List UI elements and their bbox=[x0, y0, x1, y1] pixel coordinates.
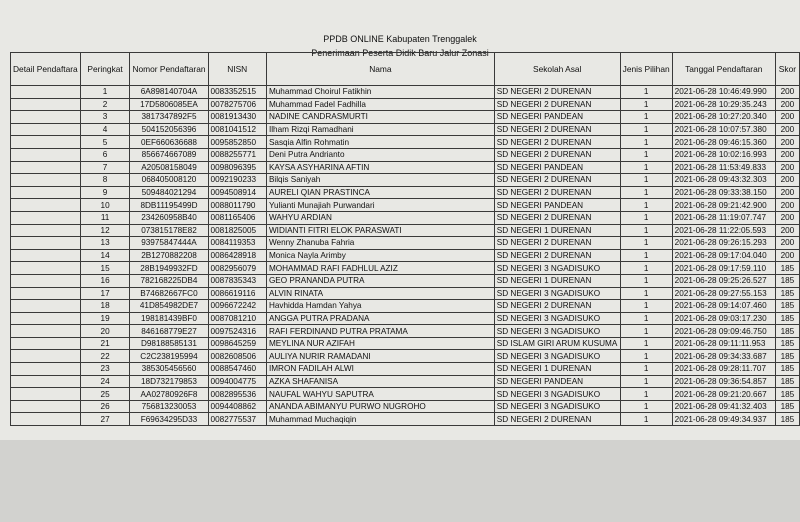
cell-sekolah-asal: SD NEGERI 2 DURENAN bbox=[494, 300, 620, 313]
cell-jenis-pilihan: 1 bbox=[620, 211, 672, 224]
cell-tanggal-pendaftaran: 2021-06-28 11:19:07.747 bbox=[672, 211, 775, 224]
cell-nama: Bilqis Saniyah bbox=[266, 174, 494, 187]
cell-jenis-pilihan: 1 bbox=[620, 400, 672, 413]
cell-sekolah-asal: SD NEGERI 3 NGADISUKO bbox=[494, 287, 620, 300]
header-jenis-pilihan: Jenis Pilihan bbox=[620, 53, 672, 86]
table-row bbox=[11, 98, 800, 111]
cell-sekolah-asal: SD NEGERI 3 NGADISUKO bbox=[494, 312, 620, 325]
cell-nama: Deni Putra Andrianto bbox=[266, 148, 494, 161]
cell-sekolah-asal: SD NEGERI PANDEAN bbox=[494, 199, 620, 212]
cell-skor: 185 bbox=[775, 300, 799, 313]
cell-skor: 200 bbox=[775, 86, 799, 99]
cell-peringkat: 18 bbox=[80, 300, 130, 313]
cell-nomor-pendaftaran: 8DB11195499D bbox=[130, 199, 208, 212]
cell-nomor-pendaftaran: 28B1949932FD bbox=[130, 262, 208, 275]
cell-jenis-pilihan: 1 bbox=[620, 111, 672, 124]
cell-tanggal-pendaftaran: 2021-06-28 09:21:42.900 bbox=[672, 199, 775, 212]
cell-detail[interactable] bbox=[11, 350, 81, 363]
cell-skor: 185 bbox=[775, 287, 799, 300]
cell-nomor-pendaftaran: C2C238195994 bbox=[130, 350, 208, 363]
cell-peringkat: 27 bbox=[80, 413, 130, 426]
cell-sekolah-asal: SD NEGERI 2 DURENAN bbox=[494, 413, 620, 426]
cell-skor: 200 bbox=[775, 186, 799, 199]
cell-sekolah-asal: SD NEGERI 2 DURENAN bbox=[494, 237, 620, 250]
cell-nisn: 0081825005 bbox=[208, 224, 266, 237]
table-row bbox=[11, 199, 800, 212]
header-detail-pendaftaran: Detail Pendaftara bbox=[11, 53, 81, 86]
cell-skor: 200 bbox=[775, 237, 799, 250]
cell-tanggal-pendaftaran: 2021-06-28 09:03:17.230 bbox=[672, 312, 775, 325]
cell-sekolah-asal: SD NEGERI 2 DURENAN bbox=[494, 148, 620, 161]
cell-sekolah-asal: SD NEGERI 2 DURENAN bbox=[494, 211, 620, 224]
table-row bbox=[11, 375, 800, 388]
cell-sekolah-asal: SD NEGERI 3 NGADISUKO bbox=[494, 350, 620, 363]
cell-tanggal-pendaftaran: 2021-06-28 09:17:59.110 bbox=[672, 262, 775, 275]
cell-nama: Ilham Rizqi Ramadhani bbox=[266, 123, 494, 136]
cell-detail[interactable] bbox=[11, 237, 81, 250]
cell-tanggal-pendaftaran: 2021-06-28 09:28:11.707 bbox=[672, 363, 775, 376]
cell-tanggal-pendaftaran: 2021-06-28 09:46:15.360 bbox=[672, 136, 775, 149]
cell-nisn: 0082895536 bbox=[208, 388, 266, 401]
cell-detail[interactable] bbox=[11, 325, 81, 338]
cell-nomor-pendaftaran: 17D5806085EA bbox=[130, 98, 208, 111]
cell-nama: AULIYA NURIR RAMADANI bbox=[266, 350, 494, 363]
cell-skor: 200 bbox=[775, 123, 799, 136]
cell-nama: KAYSA ASYHARINA AFTIN bbox=[266, 161, 494, 174]
cell-sekolah-asal: SD NEGERI 2 DURENAN bbox=[494, 98, 620, 111]
cell-peringkat: 13 bbox=[80, 237, 130, 250]
table-row bbox=[11, 274, 800, 287]
cell-jenis-pilihan: 1 bbox=[620, 136, 672, 149]
cell-detail[interactable] bbox=[11, 300, 81, 313]
cell-nama: Monica Nayla Arimby bbox=[266, 249, 494, 262]
table-row bbox=[11, 86, 800, 99]
cell-detail[interactable] bbox=[11, 186, 81, 199]
cell-sekolah-asal: SD NEGERI 1 DURENAN bbox=[494, 224, 620, 237]
cell-detail[interactable] bbox=[11, 161, 81, 174]
cell-jenis-pilihan: 1 bbox=[620, 199, 672, 212]
cell-nomor-pendaftaran: 504152056396 bbox=[130, 123, 208, 136]
cell-jenis-pilihan: 1 bbox=[620, 148, 672, 161]
table-row bbox=[11, 249, 800, 262]
cell-nisn: 0098645259 bbox=[208, 337, 266, 350]
cell-jenis-pilihan: 1 bbox=[620, 249, 672, 262]
cell-nomor-pendaftaran: 18D732179853 bbox=[130, 375, 208, 388]
cell-skor: 200 bbox=[775, 249, 799, 262]
cell-peringkat: 16 bbox=[80, 274, 130, 287]
cell-detail[interactable] bbox=[11, 148, 81, 161]
cell-nisn: 0078275706 bbox=[208, 98, 266, 111]
cell-nama: Yulianti Munajiah Purwandari bbox=[266, 199, 494, 212]
cell-tanggal-pendaftaran: 2021-06-28 10:29:35.243 bbox=[672, 98, 775, 111]
cell-nomor-pendaftaran: A20508158049 bbox=[130, 161, 208, 174]
table-row bbox=[11, 388, 800, 401]
cell-nisn: 0094508914 bbox=[208, 186, 266, 199]
cell-tanggal-pendaftaran: 2021-06-28 09:14:07.460 bbox=[672, 300, 775, 313]
cell-nisn: 0081041512 bbox=[208, 123, 266, 136]
cell-detail[interactable] bbox=[11, 274, 81, 287]
cell-jenis-pilihan: 1 bbox=[620, 98, 672, 111]
cell-sekolah-asal: SD NEGERI 2 DURENAN bbox=[494, 249, 620, 262]
cell-detail[interactable] bbox=[11, 136, 81, 149]
cell-nisn: 0084119353 bbox=[208, 237, 266, 250]
cell-nisn: 0083352515 bbox=[208, 86, 266, 99]
cell-nisn: 0087835343 bbox=[208, 274, 266, 287]
table-row bbox=[11, 262, 800, 275]
cell-nisn: 0082956079 bbox=[208, 262, 266, 275]
cell-peringkat: 8 bbox=[80, 174, 130, 187]
cell-sekolah-asal: SD NEGERI 3 NGADISUKO bbox=[494, 325, 620, 338]
cell-nomor-pendaftaran: 782168225DB4 bbox=[130, 274, 208, 287]
cell-nomor-pendaftaran: 3817347892F5 bbox=[130, 111, 208, 124]
cell-peringkat: 6 bbox=[80, 148, 130, 161]
cell-nama: MOHAMMAD RAFI FADHLUL AZIZ bbox=[266, 262, 494, 275]
cell-detail[interactable] bbox=[11, 388, 81, 401]
cell-sekolah-asal: SD NEGERI 2 DURENAN bbox=[494, 123, 620, 136]
cell-nama: ALVIN RINATA bbox=[266, 287, 494, 300]
cell-nama: IMRON FADILAH ALWI bbox=[266, 363, 494, 376]
cell-nomor-pendaftaran: 756813230053 bbox=[130, 400, 208, 413]
header-nama: Nama bbox=[266, 53, 494, 86]
cell-nomor-pendaftaran: 6A898140704A bbox=[130, 86, 208, 99]
table-row bbox=[11, 413, 800, 426]
table-row bbox=[11, 300, 800, 313]
cell-nomor-pendaftaran: 385305456560 bbox=[130, 363, 208, 376]
cell-peringkat: 23 bbox=[80, 363, 130, 376]
cell-tanggal-pendaftaran: 2021-06-28 10:02:16.993 bbox=[672, 148, 775, 161]
cell-tanggal-pendaftaran: 2021-06-28 09:34:33.687 bbox=[672, 350, 775, 363]
cell-nama: NAUFAL WAHYU SAPUTRA bbox=[266, 388, 494, 401]
document-title: PPDB ONLINE Kabupaten Trenggalek bbox=[323, 34, 477, 44]
cell-detail[interactable] bbox=[11, 123, 81, 136]
cell-jenis-pilihan: 1 bbox=[620, 363, 672, 376]
cell-detail[interactable] bbox=[11, 199, 81, 212]
cell-peringkat: 10 bbox=[80, 199, 130, 212]
cell-nomor-pendaftaran: 073815178E82 bbox=[130, 224, 208, 237]
cell-nama: ANGGA PUTRA PRADANA bbox=[266, 312, 494, 325]
cell-nisn: 0096672242 bbox=[208, 300, 266, 313]
cell-nomor-pendaftaran: 846168779E27 bbox=[130, 325, 208, 338]
cell-nomor-pendaftaran: 41D854982DE7 bbox=[130, 300, 208, 313]
cell-nama: NADINE CANDRASMURTI bbox=[266, 111, 494, 124]
header-peringkat: Peringkat bbox=[80, 53, 130, 86]
cell-tanggal-pendaftaran: 2021-06-28 09:41:32.403 bbox=[672, 400, 775, 413]
cell-tanggal-pendaftaran: 2021-06-28 10:27:20.340 bbox=[672, 111, 775, 124]
cell-nama: WAHYU ARDIAN bbox=[266, 211, 494, 224]
table-row bbox=[11, 174, 800, 187]
table-row bbox=[11, 136, 800, 149]
cell-jenis-pilihan: 1 bbox=[620, 413, 672, 426]
cell-peringkat: 19 bbox=[80, 312, 130, 325]
header-nomor-pendaftaran: Nomor Pendaftaran bbox=[130, 53, 208, 86]
table-row bbox=[11, 161, 800, 174]
cell-tanggal-pendaftaran: 2021-06-28 09:11:11.953 bbox=[672, 337, 775, 350]
table-row bbox=[11, 224, 800, 237]
cell-detail[interactable] bbox=[11, 375, 81, 388]
cell-nomor-pendaftaran: 856674667089 bbox=[130, 148, 208, 161]
cell-peringkat: 25 bbox=[80, 388, 130, 401]
cell-detail[interactable] bbox=[11, 262, 81, 275]
cell-skor: 185 bbox=[775, 388, 799, 401]
cell-nama: GEO PRANANDA PUTRA bbox=[266, 274, 494, 287]
cell-jenis-pilihan: 1 bbox=[620, 174, 672, 187]
cell-peringkat: 26 bbox=[80, 400, 130, 413]
cell-nomor-pendaftaran: 93975847444A bbox=[130, 237, 208, 250]
ranking-table bbox=[10, 52, 800, 426]
cell-tanggal-pendaftaran: 2021-06-28 09:36:54.857 bbox=[672, 375, 775, 388]
cell-skor: 185 bbox=[775, 350, 799, 363]
cell-detail[interactable] bbox=[11, 312, 81, 325]
cell-peringkat: 17 bbox=[80, 287, 130, 300]
cell-nama: AZKA SHAFANISA bbox=[266, 375, 494, 388]
cell-tanggal-pendaftaran: 2021-06-28 09:43:32.303 bbox=[672, 174, 775, 187]
cell-nisn: 0098096395 bbox=[208, 161, 266, 174]
cell-nisn: 0081165406 bbox=[208, 211, 266, 224]
cell-nisn: 0081913430 bbox=[208, 111, 266, 124]
cell-tanggal-pendaftaran: 2021-06-28 09:33:38.150 bbox=[672, 186, 775, 199]
cell-tanggal-pendaftaran: 2021-06-28 09:26:15.293 bbox=[672, 237, 775, 250]
cell-nomor-pendaftaran: AA02780926F8 bbox=[130, 388, 208, 401]
cell-skor: 185 bbox=[775, 413, 799, 426]
cell-nama: Sasqia Alfin Rohmatin bbox=[266, 136, 494, 149]
header-sekolah-asal: Sekolah Asal bbox=[494, 53, 620, 86]
cell-jenis-pilihan: 1 bbox=[620, 325, 672, 338]
cell-skor: 200 bbox=[775, 111, 799, 124]
cell-peringkat: 22 bbox=[80, 350, 130, 363]
cell-tanggal-pendaftaran: 2021-06-28 10:46:49.990 bbox=[672, 86, 775, 99]
cell-detail[interactable] bbox=[11, 400, 81, 413]
cell-jenis-pilihan: 1 bbox=[620, 262, 672, 275]
table-header-row bbox=[11, 53, 800, 86]
cell-skor: 185 bbox=[775, 262, 799, 275]
cell-detail[interactable] bbox=[11, 413, 81, 426]
cell-detail[interactable] bbox=[11, 224, 81, 237]
table-row bbox=[11, 312, 800, 325]
cell-detail[interactable] bbox=[11, 337, 81, 350]
cell-skor: 200 bbox=[775, 211, 799, 224]
cell-skor: 200 bbox=[775, 161, 799, 174]
cell-detail[interactable] bbox=[11, 287, 81, 300]
cell-peringkat: 21 bbox=[80, 337, 130, 350]
cell-jenis-pilihan: 1 bbox=[620, 86, 672, 99]
cell-peringkat: 5 bbox=[80, 136, 130, 149]
cell-tanggal-pendaftaran: 2021-06-28 09:17:04.040 bbox=[672, 249, 775, 262]
cell-jenis-pilihan: 1 bbox=[620, 274, 672, 287]
table-row bbox=[11, 287, 800, 300]
cell-nisn: 0088011790 bbox=[208, 199, 266, 212]
cell-nisn: 0094004775 bbox=[208, 375, 266, 388]
cell-jenis-pilihan: 1 bbox=[620, 350, 672, 363]
cell-tanggal-pendaftaran: 2021-06-28 09:27:55.153 bbox=[672, 287, 775, 300]
cell-sekolah-asal: SD NEGERI 2 DURENAN bbox=[494, 186, 620, 199]
cell-skor: 200 bbox=[775, 98, 799, 111]
cell-peringkat: 7 bbox=[80, 161, 130, 174]
table-row bbox=[11, 363, 800, 376]
cell-peringkat: 11 bbox=[80, 211, 130, 224]
cell-jenis-pilihan: 1 bbox=[620, 388, 672, 401]
cell-nama: Muhammad Muchaqiqin bbox=[266, 413, 494, 426]
table-row bbox=[11, 325, 800, 338]
cell-jenis-pilihan: 1 bbox=[620, 375, 672, 388]
cell-skor: 185 bbox=[775, 274, 799, 287]
table-row bbox=[11, 400, 800, 413]
cell-detail[interactable] bbox=[11, 174, 81, 187]
cell-nisn: 0082775537 bbox=[208, 413, 266, 426]
cell-jenis-pilihan: 1 bbox=[620, 161, 672, 174]
cell-nisn: 0086428918 bbox=[208, 249, 266, 262]
header-skor: Skor bbox=[775, 53, 799, 86]
cell-sekolah-asal: SD NEGERI 2 DURENAN bbox=[494, 136, 620, 149]
cell-nama: ANANDA ABIMANYU PURWO NUGROHO bbox=[266, 400, 494, 413]
cell-peringkat: 20 bbox=[80, 325, 130, 338]
cell-detail[interactable] bbox=[11, 211, 81, 224]
cell-skor: 200 bbox=[775, 148, 799, 161]
cell-nisn: 0087081210 bbox=[208, 312, 266, 325]
cell-sekolah-asal: SD NEGERI 3 NGADISUKO bbox=[494, 400, 620, 413]
document-subtitle: Penerimaan Peserta Didik Baru Jalur Zonasi bbox=[311, 48, 489, 58]
cell-nisn: 0092190233 bbox=[208, 174, 266, 187]
cell-nama: MEYLINA NUR AZIFAH bbox=[266, 337, 494, 350]
table-row bbox=[11, 186, 800, 199]
cell-sekolah-asal: SD NEGERI PANDEAN bbox=[494, 111, 620, 124]
table-row bbox=[11, 337, 800, 350]
cell-jenis-pilihan: 1 bbox=[620, 300, 672, 313]
cell-nama: Havhidda Hamdan Yahya bbox=[266, 300, 494, 313]
cell-nomor-pendaftaran: 198181439BF0 bbox=[130, 312, 208, 325]
cell-tanggal-pendaftaran: 2021-06-28 11:53:49.833 bbox=[672, 161, 775, 174]
cell-sekolah-asal: SD NEGERI PANDEAN bbox=[494, 375, 620, 388]
cell-nisn: 0088547460 bbox=[208, 363, 266, 376]
header-tanggal-pendaftaran: Tanggal Pendaftaran bbox=[672, 53, 775, 86]
cell-nomor-pendaftaran: 068405008120 bbox=[130, 174, 208, 187]
cell-nama: Muhammad Fadel Fadhilla bbox=[266, 98, 494, 111]
header-nisn: NISN bbox=[208, 53, 266, 86]
cell-peringkat: 12 bbox=[80, 224, 130, 237]
table-row bbox=[11, 123, 800, 136]
cell-tanggal-pendaftaran: 2021-06-28 11:22:05.593 bbox=[672, 224, 775, 237]
cell-nomor-pendaftaran: 0EF660636688 bbox=[130, 136, 208, 149]
cell-nama: Muhammad Choirul Fatikhin bbox=[266, 86, 494, 99]
cell-nisn: 0097524316 bbox=[208, 325, 266, 338]
cell-sekolah-asal: SD NEGERI 1 DURENAN bbox=[494, 274, 620, 287]
cell-peringkat: 2 bbox=[80, 98, 130, 111]
table-row bbox=[11, 350, 800, 363]
cell-jenis-pilihan: 1 bbox=[620, 224, 672, 237]
cell-sekolah-asal: SD NEGERI 3 NGADISUKO bbox=[494, 262, 620, 275]
cell-nisn: 0088255771 bbox=[208, 148, 266, 161]
cell-nisn: 0094408862 bbox=[208, 400, 266, 413]
cell-jenis-pilihan: 1 bbox=[620, 123, 672, 136]
cell-peringkat: 14 bbox=[80, 249, 130, 262]
cell-detail[interactable] bbox=[11, 111, 81, 124]
cell-nama: AURELI QIAN PRASTINCA bbox=[266, 186, 494, 199]
cell-tanggal-pendaftaran: 2021-06-28 09:25:26.527 bbox=[672, 274, 775, 287]
cell-nama: WIDIANTI FITRI ELOK PARASWATI bbox=[266, 224, 494, 237]
cell-sekolah-asal: SD ISLAM GIRI ARUM KUSUMA bbox=[494, 337, 620, 350]
cell-jenis-pilihan: 1 bbox=[620, 186, 672, 199]
cell-tanggal-pendaftaran: 2021-06-28 09:09:46.750 bbox=[672, 325, 775, 338]
cell-peringkat: 9 bbox=[80, 186, 130, 199]
cell-peringkat: 15 bbox=[80, 262, 130, 275]
cell-peringkat: 24 bbox=[80, 375, 130, 388]
table-row bbox=[11, 211, 800, 224]
cell-skor: 185 bbox=[775, 400, 799, 413]
table-row bbox=[11, 237, 800, 250]
cell-nomor-pendaftaran: 509484021294 bbox=[130, 186, 208, 199]
cell-peringkat: 4 bbox=[80, 123, 130, 136]
cell-skor: 185 bbox=[775, 325, 799, 338]
cell-jenis-pilihan: 1 bbox=[620, 337, 672, 350]
cell-detail[interactable] bbox=[11, 98, 81, 111]
table-row bbox=[11, 148, 800, 161]
cell-skor: 185 bbox=[775, 312, 799, 325]
cell-skor: 200 bbox=[775, 136, 799, 149]
cell-skor: 200 bbox=[775, 199, 799, 212]
cell-jenis-pilihan: 1 bbox=[620, 287, 672, 300]
cell-nisn: 0082608506 bbox=[208, 350, 266, 363]
cell-detail[interactable] bbox=[11, 86, 81, 99]
cell-skor: 200 bbox=[775, 174, 799, 187]
cell-skor: 185 bbox=[775, 337, 799, 350]
table-row bbox=[11, 111, 800, 124]
cell-skor: 185 bbox=[775, 375, 799, 388]
cell-nomor-pendaftaran: B74682667FC0 bbox=[130, 287, 208, 300]
paper-bottom-shadow bbox=[0, 440, 800, 522]
cell-jenis-pilihan: 1 bbox=[620, 312, 672, 325]
cell-sekolah-asal: SD NEGERI 3 NGADISUKO bbox=[494, 388, 620, 401]
cell-nama: Wenny Zhanuba Fahria bbox=[266, 237, 494, 250]
cell-tanggal-pendaftaran: 2021-06-28 09:21:20.667 bbox=[672, 388, 775, 401]
cell-jenis-pilihan: 1 bbox=[620, 237, 672, 250]
cell-peringkat: 3 bbox=[80, 111, 130, 124]
cell-sekolah-asal: SD NEGERI 2 DURENAN bbox=[494, 174, 620, 187]
cell-detail[interactable] bbox=[11, 249, 81, 262]
cell-nomor-pendaftaran: D98188585131 bbox=[130, 337, 208, 350]
cell-nama: RAFI FERDINAND PUTRA PRATAMA bbox=[266, 325, 494, 338]
cell-sekolah-asal: SD NEGERI 1 DURENAN bbox=[494, 363, 620, 376]
cell-sekolah-asal: SD NEGERI 2 DURENAN bbox=[494, 86, 620, 99]
cell-detail[interactable] bbox=[11, 363, 81, 376]
cell-tanggal-pendaftaran: 2021-06-28 09:49:34.937 bbox=[672, 413, 775, 426]
cell-skor: 200 bbox=[775, 224, 799, 237]
cell-sekolah-asal: SD NEGERI PANDEAN bbox=[494, 161, 620, 174]
cell-peringkat: 1 bbox=[80, 86, 130, 99]
cell-nisn: 0095852850 bbox=[208, 136, 266, 149]
cell-nomor-pendaftaran: F69634295D33 bbox=[130, 413, 208, 426]
cell-nisn: 0086619116 bbox=[208, 287, 266, 300]
cell-nomor-pendaftaran: 234260958B40 bbox=[130, 211, 208, 224]
cell-nomor-pendaftaran: 2B1270882208 bbox=[130, 249, 208, 262]
cell-tanggal-pendaftaran: 2021-06-28 10:07:57.380 bbox=[672, 123, 775, 136]
cell-skor: 185 bbox=[775, 363, 799, 376]
